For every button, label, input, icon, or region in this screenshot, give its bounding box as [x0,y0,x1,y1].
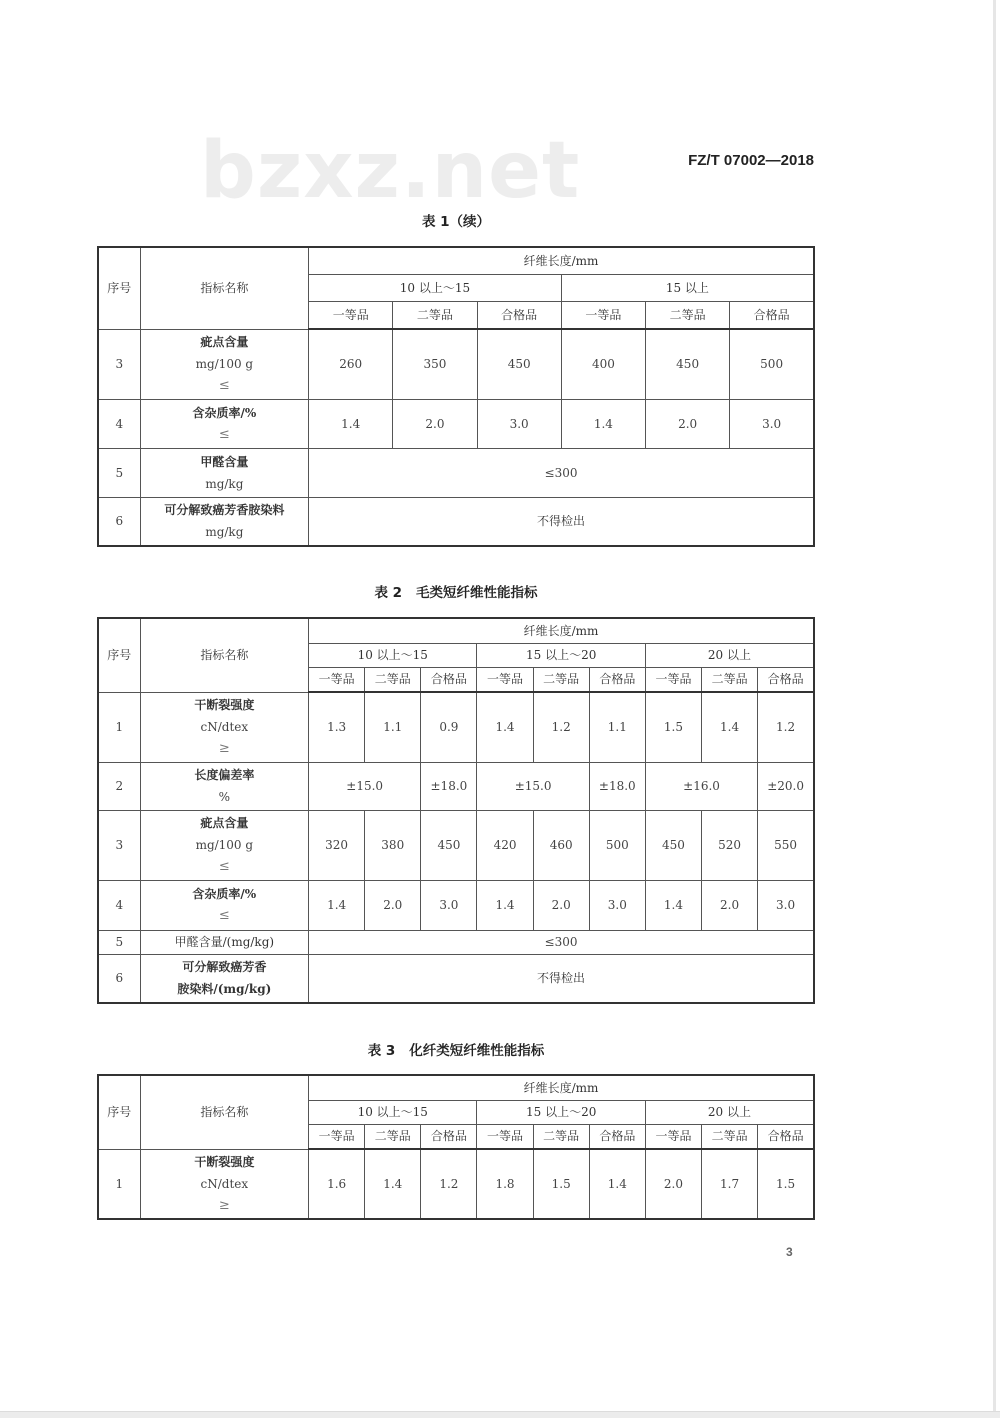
grade-header: 二等品 [365,1124,421,1149]
indicator-name: 可分解致癌芳香 [182,960,267,975]
value-cell: ±15.0 [477,762,589,810]
value-cell: 1.4 [477,692,533,762]
table2 [97,617,815,1004]
table-row [98,692,814,762]
comparison-symbol: ≤ [218,859,230,874]
value-cell: 3.0 [730,399,814,448]
value-cell: 1.5 [645,692,701,762]
value-cell: 450 [421,810,477,880]
value-cell: 3.0 [421,880,477,930]
page-edge-bottom [0,1411,1000,1418]
value-cell: 2.0 [393,399,477,448]
grade-header: 二等品 [365,667,421,692]
table3-caption-title: 化纤类短纤维性能指标 [409,1043,545,1059]
seq-cell: 5 [98,930,140,954]
comparison-symbol: ≤ [218,378,230,393]
indicator-name-cell [140,497,308,546]
table2-caption-title: 毛类短纤维性能指标 [416,585,538,601]
value-cell: 2.0 [702,880,758,930]
indicator-name-line2: 胺染料/(mg/kg) [177,982,272,997]
indicator-unit: % [218,790,231,804]
standard-code: FZ/T 07002—2018 [688,152,814,169]
value-cell: 520 [702,810,758,880]
indicator-name: 可分解致癌芳香胺染料 [164,503,285,518]
grade-header: 二等品 [702,667,758,692]
table2-caption [97,581,815,601]
comparison-symbol: ≥ [218,1197,230,1213]
table-row [98,954,814,1003]
length-group-header: 20 以上 [645,1100,814,1124]
value-cell: ±15.0 [309,762,421,810]
comparison-symbol: ≤ [218,908,230,923]
value-cell: ±18.0 [421,762,477,810]
grade-header: 合格品 [730,301,814,329]
grade-header: 二等品 [646,301,730,329]
name-header: 指标名称 [140,247,308,329]
value-cell: 2.0 [533,880,589,930]
grade-header: 一等品 [645,1124,701,1149]
seq-header: 序号 [98,618,140,692]
grade-header: 一等品 [309,1124,365,1149]
grade-header: 合格品 [421,1124,477,1149]
merged-value-cell: ≤300 [309,930,814,954]
grade-header: 一等品 [309,301,393,329]
comparison-symbol: ≤ [218,426,230,442]
indicator-name: 疵点含量 [200,816,249,830]
value-cell: 450 [645,810,701,880]
value-cell: 420 [477,810,533,880]
length-group-header: 20 以上 [645,643,814,667]
indicator-name-cell [140,810,308,880]
indicator-name-cell [140,1149,308,1219]
length-group-header: 15 以上～20 [477,643,645,667]
seq-cell: 5 [98,448,140,497]
grade-header: 合格品 [758,667,814,692]
length-group-header: 15 以上 [561,274,814,301]
value-cell: 500 [589,810,645,880]
value-cell: 1.5 [533,1149,589,1219]
value-cell: ±18.0 [589,762,645,810]
indicator-name-cell [140,762,308,810]
grade-header: 一等品 [645,667,701,692]
seq-cell: 6 [98,954,140,1003]
seq-cell: 6 [98,497,140,546]
table-row [98,930,814,954]
seq-cell: 4 [98,880,140,930]
grade-header: 一等品 [561,301,645,329]
value-cell: 450 [477,329,561,399]
table2-caption-number: 表 2 [374,585,403,601]
value-cell: 1.1 [365,692,421,762]
page-edge [993,0,996,1412]
table-row [98,762,814,810]
indicator-name: 干断裂强度 [194,698,255,712]
indicator-name-cell [140,399,308,448]
indicator-name-cell [140,448,308,497]
value-cell: 3.0 [477,399,561,448]
indicator-name: 疵点含量 [200,335,249,349]
value-cell: 1.4 [477,880,533,930]
value-cell: 1.3 [309,692,365,762]
table-row [98,497,814,546]
name-header: 指标名称 [140,618,308,692]
value-cell: 1.1 [589,692,645,762]
merged-value-cell: 不得检出 [309,954,814,1003]
value-cell: 550 [758,810,814,880]
grade-header: 合格品 [421,667,477,692]
indicator-name: 长度偏差率 [194,768,255,782]
grade-header: 二等品 [393,301,477,329]
indicator-name: 干断裂强度 [194,1154,255,1169]
value-cell: 500 [730,329,814,399]
seq-cell: 1 [98,1149,140,1219]
grade-header: 合格品 [589,667,645,692]
comparison-symbol: ≥ [218,741,230,756]
merged-value-cell: ≤300 [309,448,814,497]
grade-header: 二等品 [702,1124,758,1149]
value-cell: 1.8 [477,1149,533,1219]
indicator-name-cell [140,692,308,762]
seq-header: 序号 [98,1075,140,1149]
fiber-length-header: 纤维长度/mm [309,247,814,274]
value-cell: 1.4 [309,880,365,930]
value-cell: 1.4 [561,399,645,448]
table-row [98,329,814,399]
value-cell: 2.0 [645,1149,701,1219]
page-number: 3 [786,1245,793,1259]
grade-header: 一等品 [477,1124,533,1149]
value-cell: 0.9 [421,692,477,762]
value-cell: 350 [393,329,477,399]
grade-header: 二等品 [533,667,589,692]
value-cell: 1.5 [758,1149,814,1219]
length-group-header: 10 以上～15 [309,643,477,667]
indicator-name: 甲醛含量 [200,454,249,469]
indicator-name-cell: 甲醛含量/(mg/kg) [140,930,308,954]
value-cell: 260 [309,329,393,399]
indicator-unit: mg/kg [205,476,244,491]
table-row [98,810,814,880]
table3-caption [97,1039,815,1059]
value-cell: 1.2 [421,1149,477,1219]
indicator-unit: cN/dtex [200,1176,249,1191]
table-row [98,399,814,448]
value-cell: 2.0 [646,399,730,448]
value-cell: 1.4 [365,1149,421,1219]
table1-caption: 表 1（续） [421,214,491,230]
grade-header: 合格品 [477,301,561,329]
indicator-unit: mg/100 g [195,838,254,852]
value-cell: 380 [365,810,421,880]
grade-header: 合格品 [589,1124,645,1149]
value-cell: 1.2 [758,692,814,762]
value-cell: 1.4 [702,692,758,762]
value-cell: 1.4 [645,880,701,930]
fiber-length-header: 纤维长度/mm [309,618,814,643]
merged-value-cell: 不得检出 [309,497,814,546]
seq-header: 序号 [98,247,140,329]
table3 [97,1074,815,1220]
watermark: bzxz.net [200,126,581,216]
table-row [98,880,814,930]
indicator-name-cell [140,880,308,930]
value-cell: 1.4 [309,399,393,448]
table1 [97,246,815,547]
grade-header: 一等品 [309,667,365,692]
indicator-unit: mg/100 g [195,357,254,371]
grade-header: 一等品 [477,667,533,692]
indicator-name: 含杂质率/% [192,887,257,901]
value-cell: 460 [533,810,589,880]
seq-cell: 2 [98,762,140,810]
value-cell: 400 [561,329,645,399]
value-cell: 320 [309,810,365,880]
indicator-name-cell [140,954,308,1003]
grade-header: 二等品 [533,1124,589,1149]
indicator-name: 含杂质率/% [192,405,257,420]
seq-cell: 3 [98,329,140,399]
indicator-unit: mg/kg [205,525,244,540]
table-row [98,1149,814,1219]
seq-cell: 4 [98,399,140,448]
table3-caption-number: 表 3 [367,1043,396,1059]
value-cell: 2.0 [365,880,421,930]
value-cell: 1.6 [309,1149,365,1219]
indicator-unit: cN/dtex [200,720,249,734]
value-cell: 3.0 [758,880,814,930]
seq-cell: 3 [98,810,140,880]
length-group-header: 15 以上～20 [477,1100,645,1124]
value-cell: 1.7 [702,1149,758,1219]
value-cell: 1.4 [589,1149,645,1219]
name-header: 指标名称 [140,1075,308,1149]
length-group-header: 10 以上～15 [309,274,562,301]
seq-cell: 1 [98,692,140,762]
length-group-header: 10 以上～15 [309,1100,477,1124]
indicator-name-cell [140,329,308,399]
fiber-length-header: 纤维长度/mm [309,1075,814,1100]
grade-header: 合格品 [758,1124,814,1149]
value-cell: ±20.0 [758,762,814,810]
value-cell: 450 [646,329,730,399]
value-cell: ±16.0 [645,762,757,810]
value-cell: 3.0 [589,880,645,930]
table-row [98,448,814,497]
value-cell: 1.2 [533,692,589,762]
